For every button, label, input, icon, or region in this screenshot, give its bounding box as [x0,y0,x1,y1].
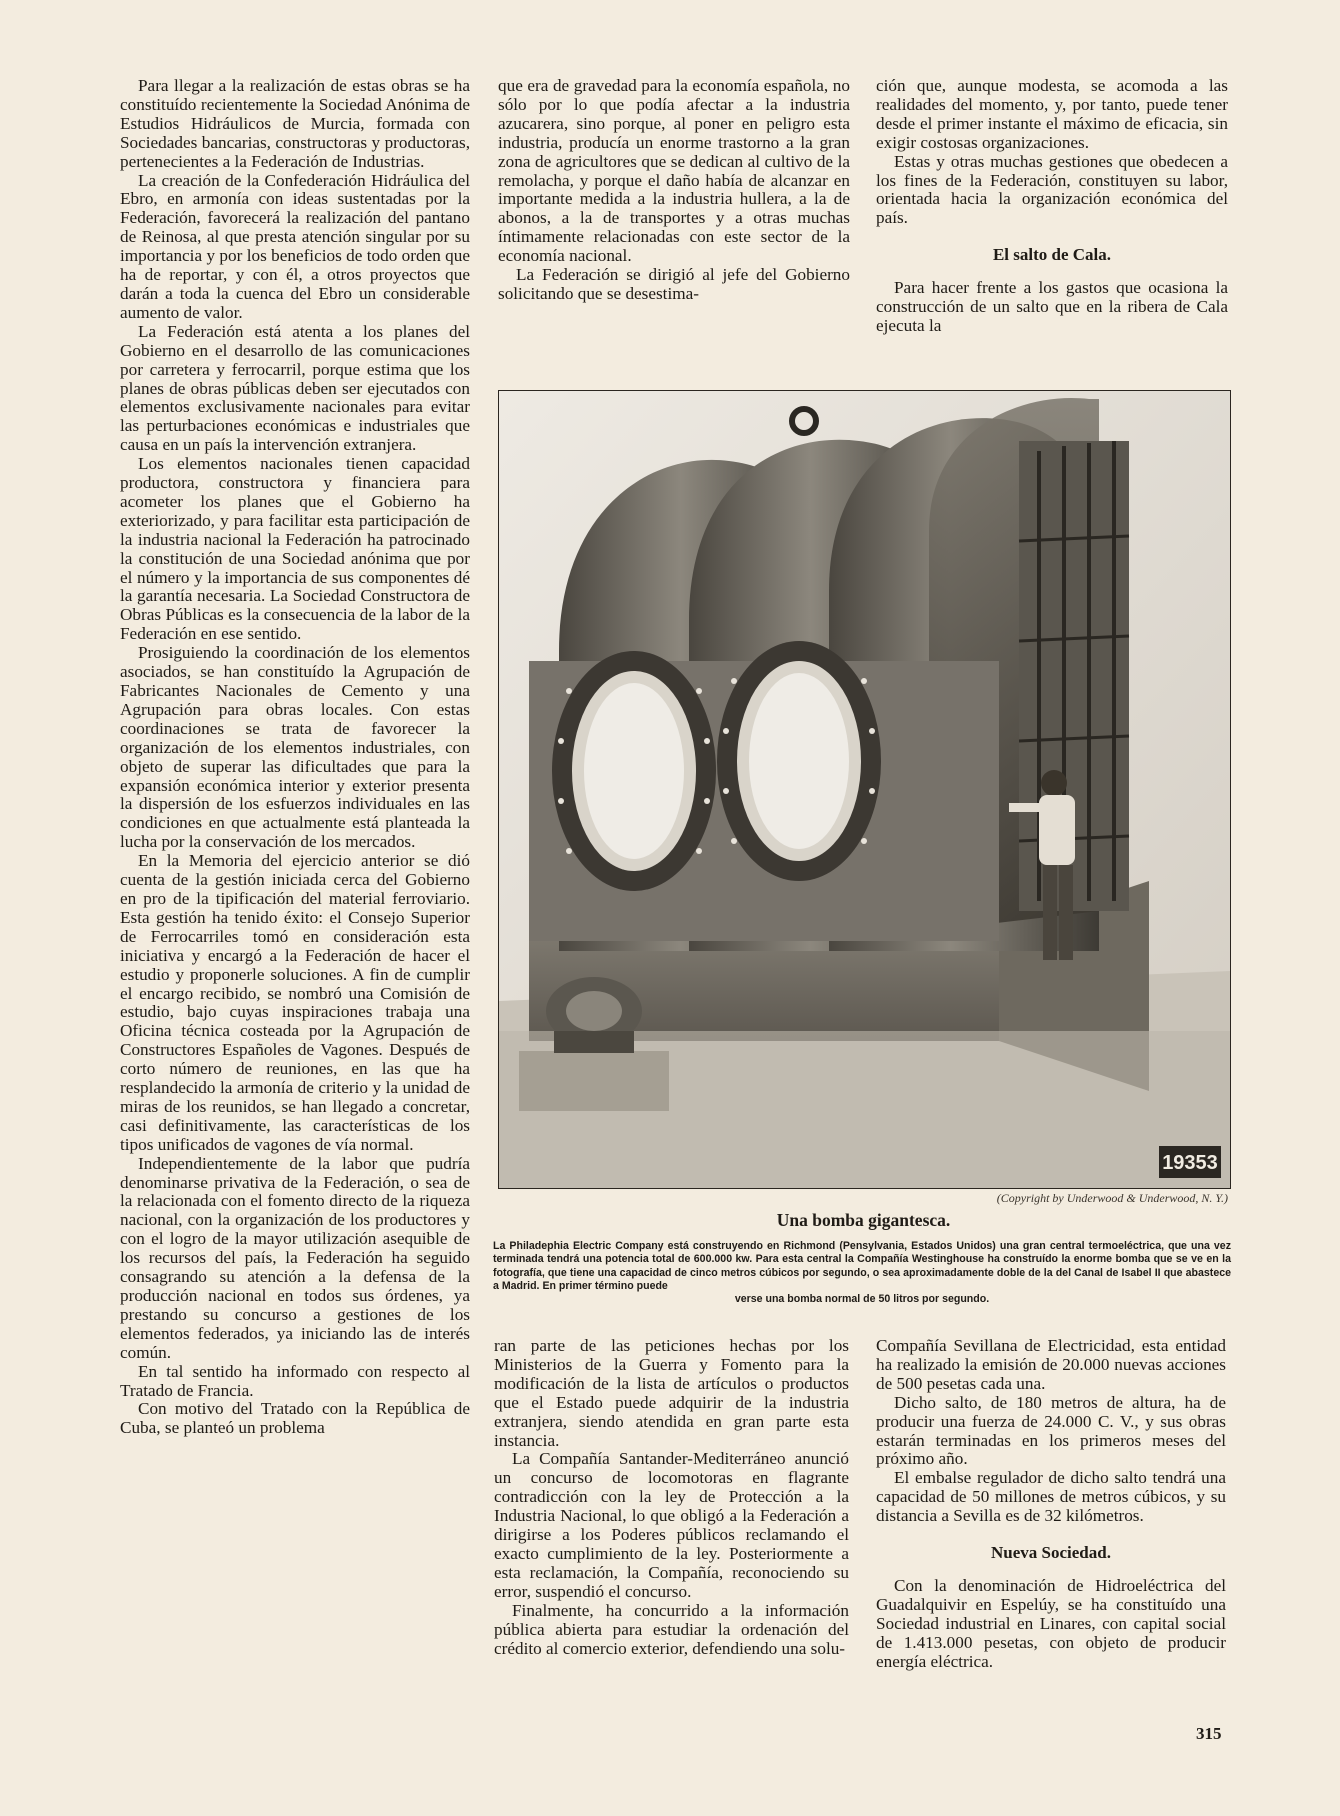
text-column-right-top [876,77,1228,336]
caption-body: La Philadephia Electric Company está construyendo en Richmond (Pensylvania, Estados Unidos) una gran central termoeléctrica, que una vez terminada tendrá una potencia total de 600.000 kw. Para esta central la Compañía Westinghouse ha construído la enorme bomba que se ve en la fotografía, que tiene una capacidad de cinco metros cúbicos por segundo, o sea aproximadamente doble de la del Canal de Isabel II que abastece a Madrid. En primer término puede [493,1240,1231,1292]
paragraph: La Federación se dirigió al jefe del Gobierno solicitando que se desestima- [498,265,850,303]
photo-number-label: 19353 [1162,1152,1218,1174]
paragraph: Para llegar a la realización de estas obras se ha constituído recientemente la Sociedad Anónima de Estudios Hidráulicos de Murcia, formada con Sociedades bancarias, constructoras y productoras, pertenecientes a la Federación de Industrias. [120,76,470,171]
paragraph: Independientemente de la labor que pudría denominarse privativa de la Federación, o sea de la relacionada con el fomento directo de la riqueza nacional, con la organización de los productores y con el logro de la mayor utilización asequible de los recursos del país, la Federación ha seguido consagrando su atención a la defensa de la producción nacional en todos sus órdenes, ya prestando su concurso a gestiones de los elementos federados, ya iniciando las de interés común. [120,1153,470,1362]
paragraph: Los elementos nacionales tienen capacidad productora, constructora y financiera para acometer los planes que el Gobierno ha exteriorizado, y para facilitar esta participación de la industria nacional la Federación ha patrocinado la constitución de una Sociedad anónima que por el número y la importancia de sus componentes dé la garantía necesaria. La Sociedad Constructora de Obras Públicas es la consecuencia de la labor de la Federación en ese sentido. [120,454,470,644]
section-heading-sociedad: Nueva Sociedad. [991,1543,1111,1563]
paragraph: Para hacer frente a los gastos que ocasiona la construcción de un salto que en la ribera de Cala ejecuta la [876,278,1228,335]
page-number: 315 [1196,1724,1222,1743]
paragraph: En tal sentido ha informado con respecto al Tratado de Francia. [120,1361,470,1400]
paragraph: Con motivo del Tratado con la República de Cuba, se planteó un problema [120,1399,470,1438]
paragraph: El embalse regulador de dicho salto tendrá una capacidad de 50 millones de metros cúbicos, y su distancia a Sevilla es de 32 kilómetros. [876,1468,1226,1526]
photo-credit: (Copyright by Underwood & Underwood, N. Y.) [996,1191,1228,1205]
pump-photograph [498,390,1231,1189]
paragraph: La Compañía Santander-Mediterráneo anunció un concurso de locomotoras en flagrante contradicción con la ley de Protección a la Industria Nacional, lo que obligó a la Federación a dirigirse a los Poderes públicos reclamando el exacto cumplimiento de la ley. Posteriormente a esta reclamación, la Compañía, reconociendo su error, suspendió el concurso. [494,1449,849,1601]
caption-title: Una bomba gigantesca. [776,1210,951,1230]
caption-text [493,1240,1231,1306]
paragraph: Prosiguiendo la coordinación de los elementos asociados, se han constituído la Agrupación de Fabricantes Nacionales de Cemento y una Agrupación para obras locales. Con estas coordinaciones se trata de favorecer la organización de los elementos industriales, con objeto de superar las dificultades que para la expansión económica interior y exterior presenta la dispersión de los esfuerzos individuales en las condiciones en que actualmente está planteada la lucha por la conservación de los mercados. [120,643,470,852]
caption-last-line: verse una bomba normal de 50 litros por segundo. [734,1293,990,1306]
paragraph: Con la denominación de Hidroeléctrica del Guadalquivir en Espelúy, se ha constituído una Sociedad industrial en Linares, con capital social de 1.413.000 pesetas, con objeto de producir energía eléctrica. [876,1575,1226,1671]
paragraph: Finalmente, ha concurrido a la información pública abierta para estudiar la ordenación del crédito al comercio exterior, defendiendo una solu- [494,1600,849,1658]
paragraph: Compañía Sevillana de Electricidad, esta entidad ha realizado la emisión de 20.000 nuevas acciones de 500 pesetas cada una. [876,1336,1226,1393]
paragraph: La Federación está atenta a los planes del Gobierno en el desarrollo de las comunicaciones por carretera y ferrocarril, porque estima que los planes de obras públicas deben ser ejecutados con elementos exclusivamente nacionales para evitar las perturbaciones económicas e industriales que causa en un país la intervención extranjera. [120,321,470,455]
giant-pump-illustration [499,391,1230,1188]
paragraph: La creación de la Confederación Hidráulica del Ebro, en armonía con ideas sustentadas por la Federación, favorecerá la realización del pantano de Reinosa, al que presta atención singular por su importancia y por los beneficios de todo orden que ha de reportar, y con él, a otros proyectos que darán a toda la cuenca del Ebro un considerable aumento de valor. [120,170,470,322]
text-column-left [120,77,470,1438]
paragraph: Dicho salto, de 180 metros de altura, ha de producir una fuerza de 24.000 C. V., y sus obras estarán terminadas en los primeros meses del próximo año. [876,1392,1226,1469]
paragraph: ran parte de las peticiones hechas por los Ministerios de la Guerra y Fomento para la modificación de la lista de artículos o productos que el Estado puede adquirir de la industria extranjera, siendo atendida en gran parte esta instancia. [494,1336,849,1450]
paragraph: Estas y otras muchas gestiones que obedecen a los fines de la Federación, constituyen su labor, orientada hacia la organización económica del país. [876,151,1228,228]
paragraph: que era de gravedad para la economía española, no sólo por lo que podía afectar a la industria azucarera, sino porque, al poner en peligro esta industria, producía un enorme trastorno a la gran zona de agricultores que se dedican al cultivo de la remolacha, y porque el daño había de alcanzar en importante medida a la industria hullera, a la de abonos, a la de transportes y a otras muchas íntimamente relacionadas con este sector de la economía nacional. [498,76,850,266]
text-column-right-bottom [876,1337,1226,1672]
paragraph: En la Memoria del ejercicio anterior se dió cuenta de la gestión iniciada cerca del Gobierno en pro de la tipificación del material ferroviario. Esta gestión ha tenido éxito: el Consejo Superior de Ferrocarriles tomó en consideración esta iniciativa y encargó a la Federación de hacer el estudio y proponerle soluciones. A fin de cumplir el encargo recibido, se nombró una Comisión de estudio, bajo cuyas inspiraciones trabaja una Oficina técnica costeada por la Agrupación de Constructores Españoles de Vagones. Después de corto número de reuniones, en las que ha resplandecido la armonía de criterio y la unidad de miras de los reunidos, se han llegado a concretar, casi definitivamente, las características de los tipos unificados de vagones de vía normal. [120,851,470,1154]
section-heading-salto: El salto de Cala. [992,245,1112,265]
text-column-middle-top [498,77,850,304]
text-column-middle-bottom [494,1337,849,1658]
paragraph: ción que, aunque modesta, se acomoda a las realidades del momento, y, por tanto, puede tener desde el primer instante el máximo de eficacia, sin exigir costosas organizaciones. [876,76,1228,152]
